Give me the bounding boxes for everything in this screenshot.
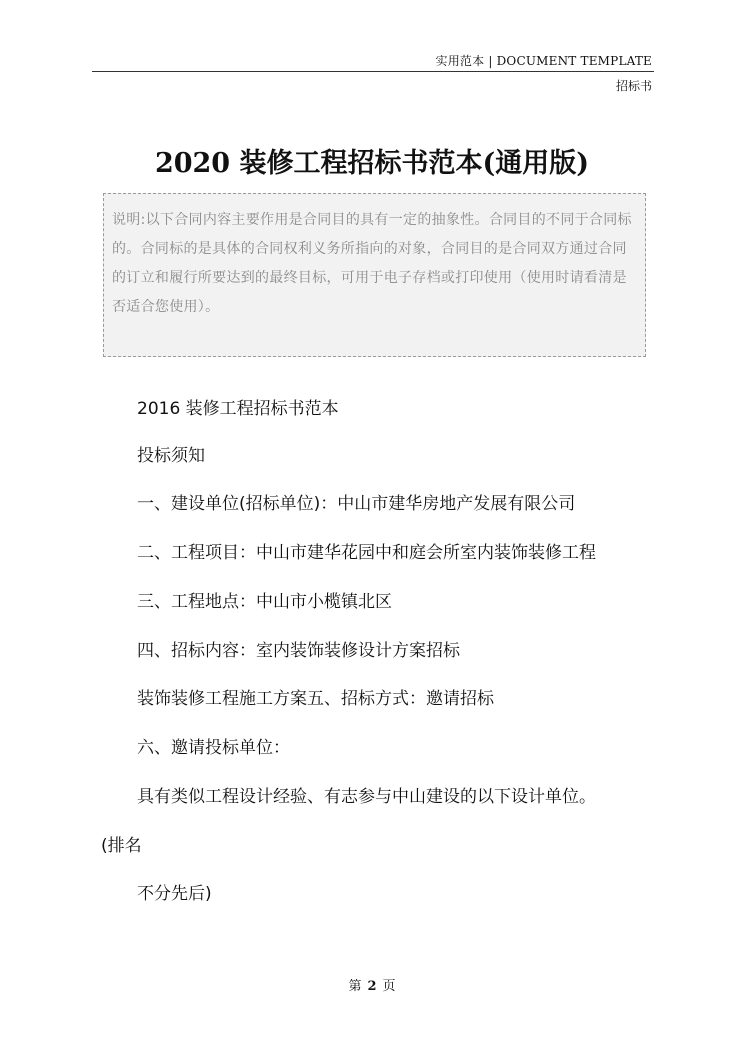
paragraph-line: 装饰装修工程施工方案五、招标方式：邀请招标	[137, 689, 494, 709]
header-divider	[92, 71, 654, 72]
page-number: 2	[367, 979, 377, 994]
paragraph-line: 二、工程项目：中山市建华花园中和庭会所室内装饰装修工程	[137, 543, 596, 563]
paragraph-line: 四、招标内容：室内装饰装修设计方案招标	[137, 641, 460, 661]
note-text: 说明:以下合同内容主要作用是合同目的具有一定的抽象性。合同目的不同于合同标的。合同标的是具体的合同权利义务所指向的对象，合同目的是合同双方通过合同的订立和履行所要达到的最终目标，可用于电子存档或打印使用（使用时请看清是否适合您使用）。	[112, 212, 632, 315]
header-document-template: 实用范本 | DOCUMENT TEMPLATE	[435, 54, 652, 68]
paragraph-line: 六、邀请投标单位：	[137, 738, 290, 758]
paragraph-line: (排名	[101, 836, 142, 856]
document-title: 2020 装修工程招标书范本(通用版)	[154, 148, 590, 179]
note-box	[103, 193, 646, 357]
header-category: 招标书	[615, 79, 652, 93]
paragraph-line: 不分先后)	[137, 884, 212, 904]
paragraph-line: 投标须知	[137, 446, 205, 466]
page-footer	[0, 975, 744, 994]
footer-suffix: 页	[382, 979, 396, 994]
footer-prefix: 第	[348, 979, 362, 994]
paragraph-line: 三、工程地点：中山市小榄镇北区	[137, 592, 392, 612]
paragraph-line: 2016 装修工程招标书范本	[137, 399, 339, 419]
paragraph-line: 一、建设单位(招标单位)：中山市建华房地产发展有限公司	[137, 494, 576, 514]
paragraph-line: 具有类似工程设计经验、有志参与中山建设的以下设计单位。	[137, 787, 596, 807]
